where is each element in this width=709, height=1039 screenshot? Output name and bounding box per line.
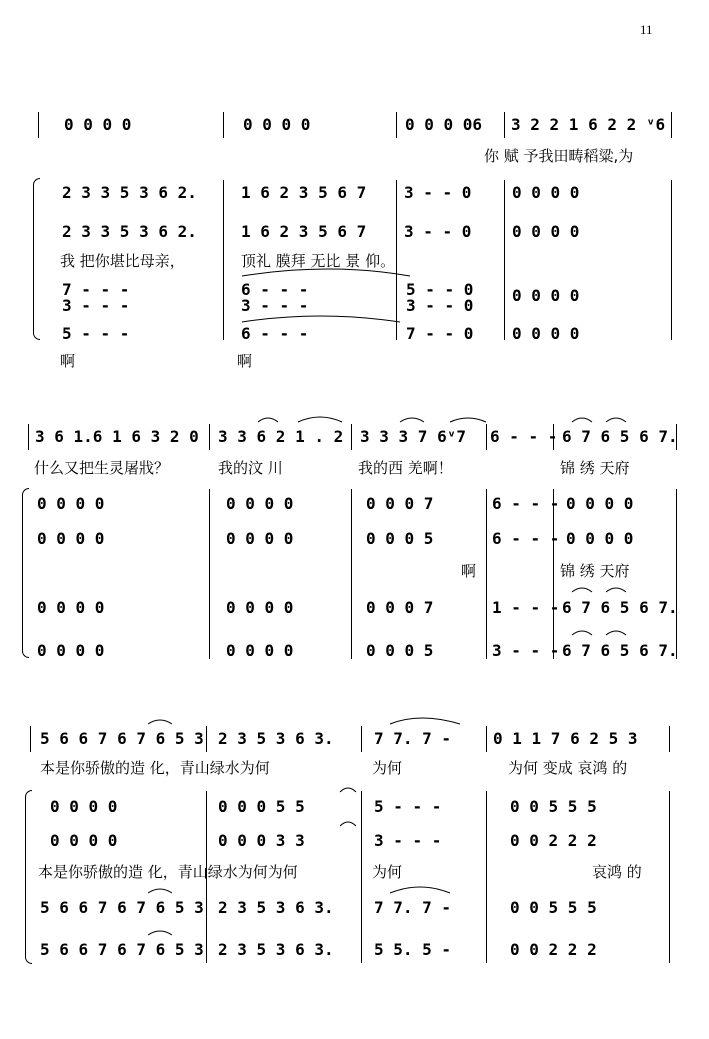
measure: 0 0 0 0 (566, 529, 634, 548)
measure: 5 6 6 7 6 7 6 5 3 (40, 898, 204, 917)
measure: 1 6 2 3 5 6 7 (241, 183, 367, 202)
measure: 5 - - - (62, 324, 130, 343)
measure: 0 0 2 2 2 (510, 940, 597, 959)
lyric-text: 本是你骄傲的造 化，青山绿水为何为何 (38, 863, 298, 881)
measure: 0 0 0 7 (366, 494, 434, 513)
measure: 7 - - 0 (406, 324, 474, 343)
barline (486, 791, 487, 963)
brace (25, 790, 32, 964)
brace (33, 178, 40, 340)
measure: 0 0 0 0 (512, 324, 580, 343)
measure: 0 0 0 0 (50, 797, 118, 816)
barline (669, 791, 670, 963)
measure: 3 3 6 2 1 . 2 (218, 427, 344, 446)
slur (242, 316, 400, 322)
measure: 3 - - - (374, 831, 442, 850)
measure: 3 - - 0 (404, 222, 472, 241)
measure: 3 - - - (241, 296, 309, 315)
measure: 0 1 1 7 6 2 5 3 (493, 729, 638, 748)
measure: 0 0 0 0 (226, 529, 294, 548)
measure: 0 0 2 2 2 (510, 831, 597, 850)
measure: 6 - - - (241, 324, 309, 343)
lyric-text: 啊 (237, 352, 253, 370)
barline (28, 424, 29, 450)
barline (504, 112, 505, 138)
slur (390, 718, 460, 724)
page-number: 11 (640, 22, 653, 37)
measure: 5 6 6 7 6 7 6 5 3 (40, 729, 204, 748)
measure: 1 - - - (492, 598, 560, 617)
barline (209, 424, 210, 450)
slur (148, 720, 172, 724)
measure: 0 0 0 0 (512, 222, 580, 241)
lyric-text: 我的汶 川 (218, 459, 283, 477)
measure: 3 - - 0 (406, 296, 474, 315)
barline (486, 489, 487, 659)
slur (148, 931, 172, 935)
measure: 1 6 2 3 5 6 7 (241, 222, 367, 241)
measure: 3 - - - (62, 296, 130, 315)
measure: 0 0 0 0 (243, 115, 311, 134)
barline (396, 180, 397, 340)
slur (572, 588, 592, 592)
barline (351, 424, 352, 450)
barline (223, 180, 224, 340)
measure: 5 6 6 7 6 7 6 5 3 (40, 940, 204, 959)
slur (340, 822, 356, 826)
barline (676, 489, 677, 659)
measure: 0 0 0 5 5 (218, 797, 305, 816)
measure: 2 3 3 5 3 6 2. (62, 222, 197, 241)
barline (209, 489, 210, 659)
measure: 0 0 5 5 5 (510, 898, 597, 917)
measure: 0 0 0 0 (512, 183, 580, 202)
measure: 6 7 6 5 6 7. (562, 598, 678, 617)
measure: 6 - - - (492, 529, 560, 548)
lyric-text: 锦 绣 天府 (560, 562, 630, 580)
measure: 0 0 0 0 (566, 494, 634, 513)
lyric-text: 你 赋 予我田畴稻粱,为 (484, 147, 634, 165)
slur (298, 417, 342, 422)
measure: 7 7. 7 - (374, 898, 452, 917)
measure: 0 0 0 0 (512, 286, 580, 305)
barline (671, 180, 672, 340)
measure: 0 0 0 7 (366, 598, 434, 617)
lyric-text: 为何 变成 哀鸿 的 (508, 759, 628, 777)
slur (400, 418, 424, 422)
measure: 7 7. 7 - (374, 729, 452, 748)
slur (572, 631, 592, 635)
lyric-text: 啊 (60, 352, 76, 370)
measure: 0 0 0 0 (226, 494, 294, 513)
measure: 0 0 0 0 (50, 831, 118, 850)
lyric-text: 顶礼 膜拜 无比 景 仰。 (241, 252, 396, 270)
measure: 2 3 5 3 6 3. (218, 729, 334, 748)
measure: 2 3 5 3 6 3. (218, 898, 334, 917)
measure: 5 5. 5 - (374, 940, 452, 959)
barline (30, 726, 31, 752)
slur (572, 418, 592, 422)
measure: 6 7 6 5 6 7. (562, 641, 678, 660)
measure: 0 0 0 5 (366, 641, 434, 660)
measure: 0 0 0 0 (37, 494, 105, 513)
measure: 2 3 3 5 3 6 2. (62, 183, 197, 202)
measure: 2 3 5 3 6 3. (218, 940, 334, 959)
barline (38, 112, 39, 138)
slur (340, 788, 356, 792)
barline (361, 726, 362, 752)
lyric-text: 锦 绣 天府 (560, 459, 630, 477)
measure: 0 0 5 5 5 (510, 797, 597, 816)
slur (606, 631, 626, 635)
slur (450, 418, 486, 422)
barline (504, 180, 505, 340)
measure: 0 0 0 0 (226, 598, 294, 617)
lyric-text: 什么又把生灵屠戕？ (34, 459, 170, 477)
brace (22, 488, 29, 658)
measure: 6 7 6 5 6 7. (562, 427, 678, 446)
measure: 0 0 0 3 3 (218, 831, 305, 850)
measure: 6 - - - (490, 427, 558, 446)
lyric-text: 我的西 羌啊！ (358, 459, 453, 477)
barline (206, 726, 207, 752)
measure: 6 - - - (492, 494, 560, 513)
measure: 0 0 0 06 (405, 115, 483, 134)
lyric-text: 为何 (372, 863, 403, 881)
barline (486, 726, 487, 752)
barline (671, 112, 672, 138)
lyric-text: 为何 (372, 759, 403, 777)
measure: 7 - - - (62, 280, 130, 299)
lyric-text: 本是你骄傲的造 化，青山绿水为何 (40, 759, 270, 777)
barline (351, 489, 352, 659)
slur (390, 887, 450, 893)
measure: 3 6 1.6 1 6 3 2 0 (35, 427, 199, 446)
measure: 3 3 3 7 6ᵛ7 (360, 427, 466, 446)
barline (396, 112, 397, 138)
slur (258, 418, 278, 422)
measure: 6 - - - (241, 280, 309, 299)
measure: 0 0 0 0 (37, 641, 105, 660)
measure: 0 0 0 0 (64, 115, 132, 134)
measure: 0 0 0 0 (226, 641, 294, 660)
lyric-text: 我 把你堪比母亲， (60, 252, 185, 270)
slur (148, 889, 172, 893)
measure: 0 0 0 0 (37, 598, 105, 617)
lyric-text: 哀鸿 的 (592, 863, 642, 881)
slur (606, 418, 626, 422)
barline (361, 791, 362, 963)
measure: 5 - - - (374, 797, 442, 816)
lyric-text: 啊 (461, 562, 477, 580)
slur (606, 588, 626, 592)
barline (553, 489, 554, 659)
measure: 3 2 2 1 6 2 2 ᵛ6 (511, 115, 666, 134)
measure: 5 - - 0 (406, 280, 474, 299)
barline (669, 726, 670, 752)
measure: 0 0 0 0 (37, 529, 105, 548)
barline (486, 424, 487, 450)
measure: 3 - - - (492, 641, 560, 660)
measure: 3 - - 0 (404, 183, 472, 202)
measure: 0 0 0 5 (366, 529, 434, 548)
barline (223, 112, 224, 138)
